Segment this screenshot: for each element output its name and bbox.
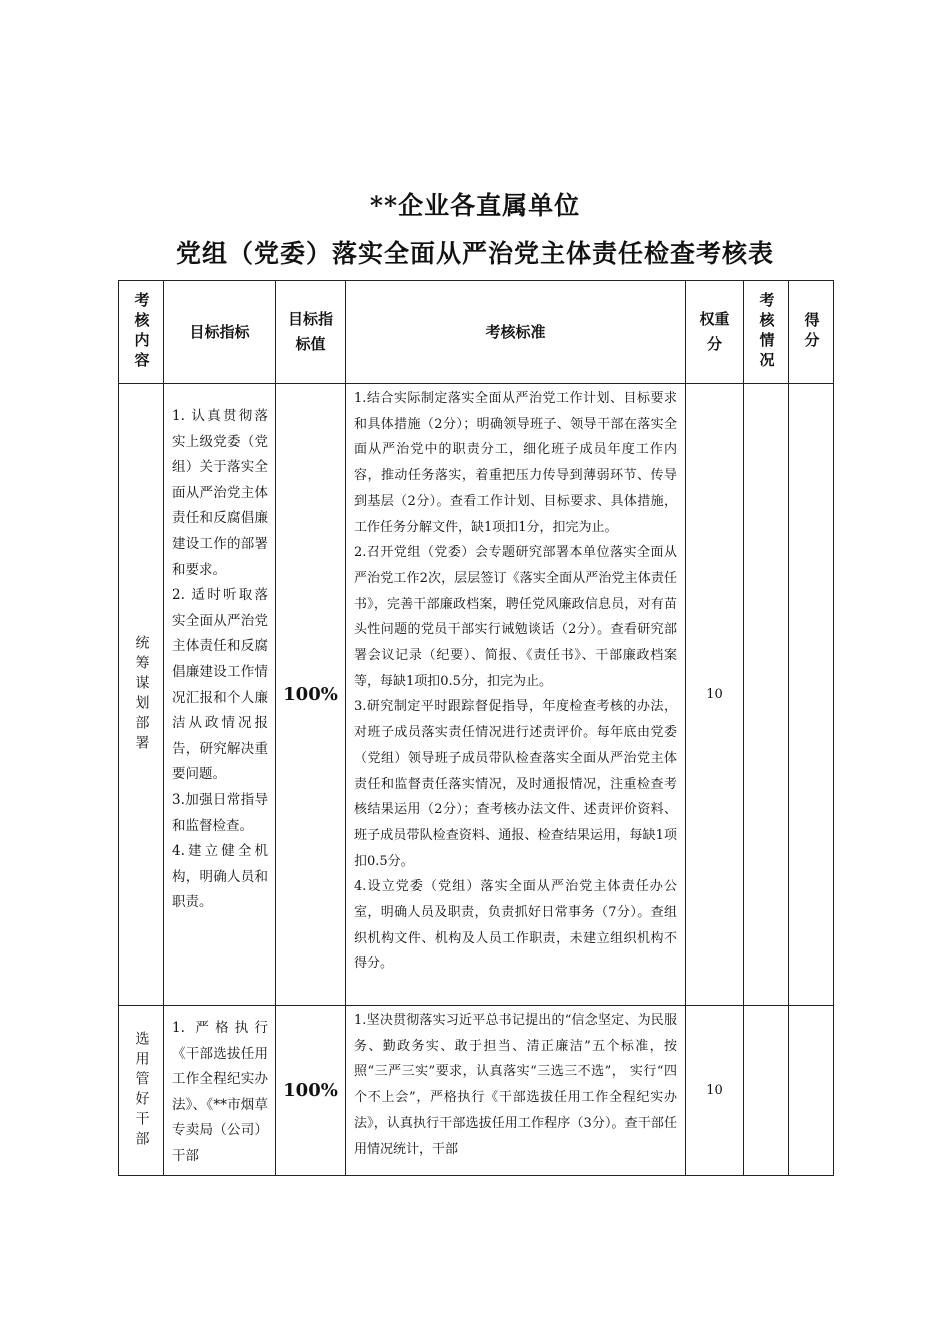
criteria-item: 4.设立党委（党组）落实全面从严治党主体责任办公室，明确人员及职责，负责抓好日常事务（7分）。查组织机构文件、机构及人员工作职责，未建立组织机构不得分。 <box>354 879 677 972</box>
criteria-item: 2.召开党组（党委）会专题研究部署本单位落实全面从严治党工作2次，层层签订《落实全面从严治党主体责任书》，完善干部廉政档案，聘任党风廉政信息员，对有苗头性问题的党员干部实行诫勉谈话（2分）。查看研究部署会议记录（纪要）、简报、《责任书》、干部廉政档案等，每缺1项扣0.5分，扣完为止。 <box>354 545 677 689</box>
target-cell <box>164 1006 276 1176</box>
situation-cell <box>744 1006 789 1176</box>
criteria-item: 3.研究制定平时跟踪督促指导，年度检查考核的办法，对班子成员落实责任情况进行述责评价。每年底由党委（党组）领导班子成员带队检查落实全面从严治党主体责任和监督责任落实情况，及时通报情况，注重检查考核结果运用（2分）；查考核办法文件、述责评价资料、班子成员带队检查资料、通报、检查结果运用，每缺1项扣0.5分。 <box>354 699 677 869</box>
header-criteria: 考核标准 <box>346 281 686 384</box>
criteria-item: 1.结合实际制定落实全面从严治党工作计划、目标要求和具体措施（2分）；明确领导班子、领导干部在落实全面从严治党中的职责分工，细化班子成员年度工作内容，推动任务落实，着重把压力传导到薄弱环节、传导到基层（2分）。查看工作计划、目标要求、具体措施，工作任务分解文件，缺1项扣1分，扣完为止。 <box>354 391 677 535</box>
header-situation: 考核情况 <box>744 281 789 384</box>
weight-cell: 10 <box>686 1006 744 1176</box>
target-item: 1. 严格执行《干部选拔任用工作全程纪实办法》、《**市烟草专卖局（公司）干部 <box>172 1020 268 1164</box>
target-cell <box>164 384 276 1006</box>
target-value-cell: 100% <box>276 1006 346 1176</box>
header-score: 得分 <box>789 281 834 384</box>
criteria-cell <box>346 1006 686 1176</box>
score-cell <box>789 1006 834 1176</box>
category-cell: 选用管好干部 <box>119 1006 164 1176</box>
target-item: 3.加强日常指导和监督检查。 <box>172 791 268 834</box>
score-cell <box>789 384 834 1006</box>
document-title-line1: **企业各直属单位 <box>369 191 581 220</box>
table-row <box>119 1006 834 1176</box>
header-content: 考核内容 <box>119 281 164 384</box>
header-row <box>119 281 834 384</box>
header-target: 目标指标 <box>164 281 276 384</box>
target-item: 1. 认真贯彻落实上级党委（党组）关于落实全面从严治党主体责任和反腐倡廉建设工作的部署和要求。 <box>172 408 268 578</box>
header-weight: 权重分 <box>686 281 744 384</box>
category-cell: 统筹谋划部署 <box>119 384 164 1006</box>
document-title-line2: 党组（党委）落实全面从严治党主体责任检查考核表 <box>175 239 774 268</box>
situation-cell <box>744 384 789 1006</box>
criteria-item: 1.坚决贯彻落实习近平总书记提出的“信念坚定、为民服务、勤政务实、敢于担当、清正廉洁”五个标准，按照“三严三实”要求，认真落实“三选三不选”， 实行“四个不上会”，严格执行《干部选拔任用工作全程纪实办法》，认真执行干部选拔任用工作程序（3分）。查干部任用情况统计，干部 <box>354 1013 677 1157</box>
target-value-cell: 100% <box>276 384 346 1006</box>
table-row <box>119 384 834 1006</box>
header-target-value: 目标指标值 <box>276 281 346 384</box>
weight-cell: 10 <box>686 384 744 1006</box>
criteria-cell <box>346 384 686 1006</box>
target-item: 4.建立健全机构，明确人员和职责。 <box>172 843 268 911</box>
assessment-table <box>118 280 834 1176</box>
target-item: 2. 适时听取落实全面从严治党主体责任和反腐倡廉建设工作情况汇报和个人廉洁从政情况报告，研究解决重要问题。 <box>172 587 268 783</box>
